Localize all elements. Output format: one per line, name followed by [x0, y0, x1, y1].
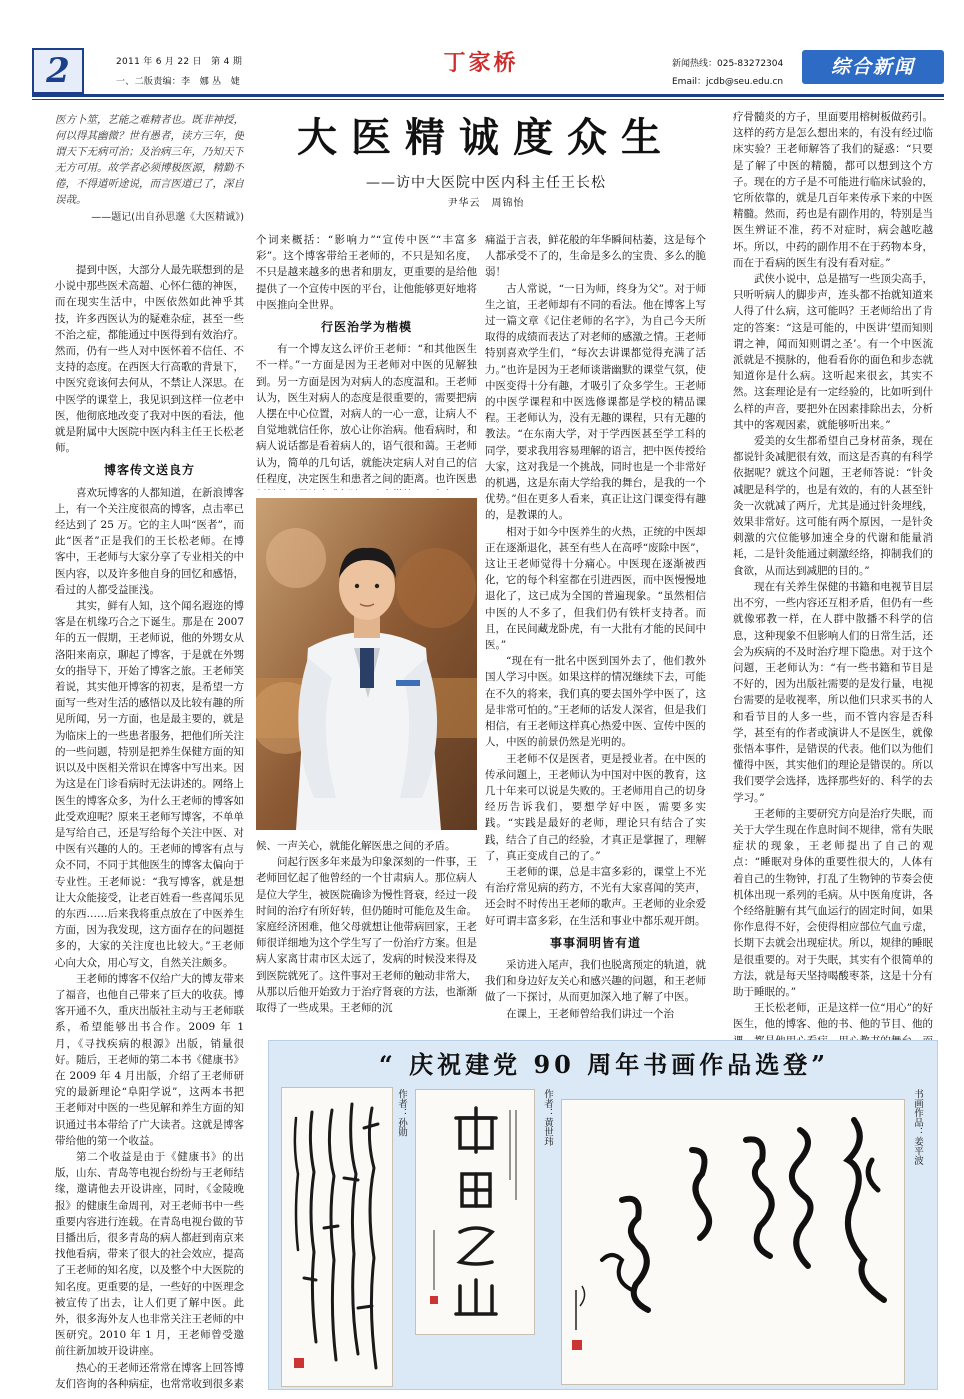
article-column-1	[55, 262, 244, 1390]
paragraph: 王老师的博客不仅给广大的博友带来了福音，也他自己带来了巨大的收获。博客开通不久，重庆出版社主动与王老师联系，希望能够出书合作。2009 年 1 月，《寻找疾病的根源》出版，销量很好。随后，王老师的第二本书《健康书》在 2009 年 4 月出版，介绍了王老师研究的最新理论“阜阳学说”，这两本书把王老师对中医的一些见解和养生方面的知识通过书本带给了广大读者。这就是博客带给他的第一个收益。	[55, 972, 244, 1147]
artist-credit-3: 书画作品：姜平波	[912, 1089, 923, 1165]
brush-script-image	[282, 1088, 394, 1388]
paragraph: 热心的王老师还常常在博客上回答博友们咨询的各种病症，也常常收到很多素	[55, 1361, 244, 1390]
masthead-rule	[32, 94, 944, 97]
contact-email[interactable]: Email：jcdb@seu.edu.cn	[672, 77, 784, 87]
article-column-3	[485, 232, 706, 1088]
paragraph: “现在有一批名中医到国外去了，他们教外国人学习中医。如果这样的情况继续下去，可能在不久的将来，我们真的要去国外学中医了，这是非常可怕的。”王老师的话发人深省，但是我们相信，有王老师这样真心热爱中医、宣传中医的人，中医的前景仍然是光明的。	[485, 655, 706, 749]
showcase-title: “ 庆祝建党 90 周年书画作品选登”	[378, 1050, 830, 1079]
epigraph-text: 医方卜筮，艺能之难精者也。既非神授，何以得其幽微？世有愚者，读方三年，便谓天下无病可治；及治病三年，乃知天下无方可用。故学者必须博极医源，精勤不倦，不得道听途说，而言医道已了，深自误哉。	[55, 114, 244, 206]
article-column-4	[733, 109, 933, 1045]
portrait-illustration	[256, 498, 477, 830]
paragraph: 在课上，王老师曾给我们讲过一个治	[506, 1007, 674, 1020]
paragraph: 现在有关养生保健的书籍和电视节目层出不穷，一些内容还互相矛盾，但仍有一些就像邪教一样，在人群中散播不科学的信息，这种现象不但影响人们的日常生活，还会为疾病的不及时治疗埋下隐患。对于这个问题，王老师认为：“有一些书籍和节目是不好的，因为出版社需要的是发行量，电视台需要的是收视率，所以他们只求买书的人和看节目的人多一些，而不管内容是否科学，甚至有的作者或演讲人不是医生，就像张悟本事件，是错误的代表。他们以为他们懂得中医，其实他们的理论是错误的。所以我们要学会选择，选择那些好的、科学的去学习。”	[733, 580, 933, 804]
issue-date: 2011 年 6 月 22 日 第 4 期	[116, 57, 243, 67]
cursive-script-image	[562, 1100, 906, 1386]
article-subheadline: ——访中大医院中医内科主任王长松	[366, 175, 606, 191]
paragraph: 王长松老师，正是这样一位“用心”的好医生，他的博客、他的书、他的节目、他的	[733, 1002, 933, 1031]
paragraph: 有一个博友这么评价王老师：“和其他医生不一样。”一方面是因为王老师对中医的见解独到。另一方面是因为对病人的态度温和。王老师认为，医生对病人的态度是很重要的，需要把病人摆在中心位置，对病人的一心一意，让病人不自觉地就信任你，放心让你治病。他看病时，和病人说话都是看着病人的，语气很和蔼。王老师认为，简单的几句话，就能决定病人对自己的信任程度，决定医生和患者之间的距离。也许医患	[256, 343, 477, 485]
seal-script-image	[416, 1090, 536, 1336]
news-hotline: 新闻热线：025-83272304	[672, 59, 784, 69]
page-number: 2	[32, 48, 84, 94]
paragraph: 武侠小说中，总是描写一些顶尖高手，只听听病人的脚步声，连头都不抬就知道来人得了什么病，这可能吗？王老师给出了肯定的答案：“这是可能的，中医讲‘望而知则谓之神，闻而知则谓之圣’。有一个中医流派就是不摸脉的，他看看你的面色和步态就知道你是什么病。这听起来很玄，其实不然。这套理论是有一定经验的，比如听到什么样的声音，要把外在因素排除出去，分析其中的客观因素，就能够听出来。”	[733, 273, 933, 431]
paragraph: 喜欢玩博客的人都知道，在新浪博客上，有一个关注度很高的博客，点击率已经达到了 25 万。它的主人叫“医者”，而此“医者”正是我们的王长松老师。在博客中，王老师与大家分享了专业相关的中医内容，以及许多他自身的回忆和感悟，看过的人都受益匪浅。	[55, 486, 244, 596]
section-banner: 综合新闻	[802, 50, 944, 84]
artist-credit-2: 作者：黄世玮	[542, 1089, 553, 1146]
paragraph: 第二个收益是由于《健康书》的出版，山东、青岛等电视台纷纷与王老师结缘，邀请他去开设讲座，同时，《金陵晚报》的健康生命周刊，对王老师书中一些重要内容进行连载。在青岛电视台做的节目播出后，很多青岛的病人都赶到南京来找他看病，带来了很大的社会效应，提高了王老师的知名度，以及整个中大医院的知名度。更重要的是，一些好的中医理念被宣传了出去，让人们更了解中医。此外，很多海外友人也非常关注王老师的中医研究。2010 年 1 月，王老师曾受邀前往新加坡开设讲座。	[55, 1150, 244, 1358]
artist-credit-1: 作者：孙勋	[396, 1089, 407, 1137]
paragraph: 古人常说，“一日为师，终身为父”。对于师生之谊，王老师却有不同的看法。他在博客上写过一篇文章《记住老师的名字》，为自己今天所取得的成绩而表达了对老师的感激之情。王老师特别喜欢学生们，“每次去讲课都觉得充满了活力。”也许是因为王老师谈谐幽默的课堂气氛，使中医变得十分有趣，才吸引了众多学生。王老师的中医学课程和中医选修课都是学校的精品课程。王老师认为，没有无趣的课程，只有无趣的教法。“在东南大学，对于学西医甚至学工科的同学，要求我用容易理解的语言，把中医传授给大家，这对我是一个挑战，同时也是一个非常好的机遇，这是东南大学给我的舞台，是我的一个优势。”但在更多人看来，真正让这门课变得有趣的，是教课的人。	[485, 282, 706, 522]
paragraph: 问起行医多年来最为印象深刻的一件事，王老师回忆起了他曾经的一个甘肃病人。那位病人是位大学生，被医院确诊为慢性肾衰，经过一段时间的治疗有所好转，但仍随时可能危及生命。家庭经济困难，他父母就想让他带病回家，王老师很详细地为这个学生写了一份治疗方案。但是病人家离甘肃市区太远了，发病的时候没来得及到医院就死了。这件事对王老师的触动非常大，从那以后他开始致力于治疗肾衰的方法，也渐渐取得了一些成果。王老师的沉	[256, 856, 477, 1015]
article-headline: 大医精诚度众生	[297, 114, 675, 161]
paragraph: 王老师的课，总是丰富多彩的，课堂上不光有治疗常见病的药方，不光有大家喜闻的笑声，还会时不时传出王老师的歌声。王老师的业余爱好可谓丰富多彩，在生活和事业中都乐观开朗。	[485, 865, 706, 927]
paragraph: 疗骨髓炎的方子，里面要用榕树板做药引。这样的药方是怎么想出来的，有没有经过临床实验？王老师解答了我们的疑惑：“只要是了解了中医的精髓，都可以想到这个方子。现在的方子是不可能进行临床试验的，它所依靠的，就是几百年来传承下来的中医精髓。然而，药也是有副作用的，特别是当医生辨证不准，药不对症时，病会越吃越坏。所以，中药的副作用不在于药物本身，而在于看病的医生有没有看对症。”	[733, 111, 933, 269]
paragraph: 痛溢于言表，鲜花般的年华瞬间枯萎，这是每个人都承受不了的，生命是多么的宝贵、多么的脆弱！	[485, 234, 706, 279]
paragraph: 相对于如今中医养生的火热，正统的中医却正在逐渐退化，甚至有些人在高呼“废除中医”，这让王老师觉得十分痛心。中医现在逐渐被西化，它的每个科室都在引进西医，而中医慢慢地退化了，这已成为全国的普遍现象。“虽然相信中医的人不多了，但我们仍有铁杆支持者。而且，在民间藏龙卧虎，有一大批有才能的民间中医。”	[485, 525, 706, 652]
masthead-rule-thin	[32, 99, 944, 100]
calligraphy-artwork-2	[415, 1089, 535, 1335]
article-byline: 尹华云 周锦怡	[447, 198, 525, 209]
paragraph: 候、一声关心，就能化解医患之间的矛盾。	[256, 840, 456, 852]
masthead	[32, 46, 944, 94]
calligraphy-showcase	[268, 1040, 938, 1390]
section-heading: 博客传文送良方	[103, 463, 195, 478]
paragraph: 王老师的主要研究方向是治疗失眠，而关于大学生现在作息时间不规律，常有失眠症状的现象，王老师提出了自己的观点：“睡眠对身体的重要性很大的，人体有着自己的生物钟，打乱了生物钟的节奏会使机体出现一系列的毛病。从中医角度讲，各个经络脏腑有其气血运行的固定时间，如果你作息得不好，会使得相应部位气血亏虚，长期下去就会出现症状。所以，规律的睡眠是很重要的。对于失眠，其实有个很简单的方法，就是每天坚持喝酸枣茶，这是十分有助于睡眠的。”	[733, 807, 933, 998]
article-column-2	[256, 232, 477, 490]
doctor-portrait-photo	[256, 498, 477, 830]
section-heading: 行医治学为楷模	[320, 320, 412, 335]
calligraphy-artwork-3	[561, 1099, 905, 1385]
section-heading: 事事洞明皆有道	[549, 935, 641, 950]
paragraph: 采访进入尾声，我们也脱离预定的轨道，就我们和身边好友关心和感兴趣的问题，和王老师做了一下探讨，从而更加深入地了解了中医。	[485, 958, 706, 1004]
paper-name: 丁家桥	[443, 50, 519, 76]
paragraph: 其实，鲜有人知，这个闻名遐迩的博客是在机缘巧合之下诞生。那是在 2007 年的五一假期，王老师说，他的外甥女从洛阳来南京，聊起了博客，于是就在外甥女的指导下，开始了博客之旅。王老师笑着说，其实他开博客的初衷，是希望一方面写一些对生活的感悟以及比较有趣的所见所闻，另一方面，也是最主要的，就是为临床上的一些患者服务，把他们所关注的一些问题，特别是把养生保健方面的知识以及中医相关常识在博客中写出来。因为这是在门诊看病时无法讲述的。网络上医生的博客众多，为什么王老师的博客如此受欢迎呢？原来王老师写博客，不单单是写给自己，还是写给每个关注中医、对中医有兴趣的人的。王老师的博客有点与众不同，不同于其他医生的博客太偏向于专业性。王老师说：“我写博客，就是想让大众能接受，让老百姓看一些喜闻乐见的东西……后来我将重点放在了中医养生方面，因为我发现，这方面存在的问题挺多的，大家的关注度也比较大。”王老师心向大众，用心写文，自然关注颇多。	[55, 600, 244, 969]
calligraphy-artwork-1	[281, 1087, 393, 1387]
paragraph: 个词来概括：“影响力”“宣传中医”“丰富多彩”。这个博客带给王老师的，不只是知名度，不只是越来越多的患者和朋友，更重要的是给他提供了一个宣传中医的平台，让他能够更好地将中医推向全世界。	[256, 234, 477, 311]
editors-line: 一、二版责编：李 娜 丛 婕	[116, 77, 241, 87]
paragraph: 提到中医，大部分人最先联想到的是小说中那些医术高超、心怀仁德的神医，而在现实生活中，中医依然如此神乎其技，许多西医认为的疑难杂症，甚至一些不治之症，都能通过中医得到有效治疗。然而，仍有一些人对中医怀着不信任、不支持的态度。在西医大行高歌的背景下，中医究竟该何去何从，不禁让人深思。在中医学的课堂上，我见识到这样一位老中医，他彻底地改变了我对中医的看法，他就是附属中大医院中医内科主任王长松老师。	[55, 264, 244, 455]
paragraph: 王老师不仅是医者，更是授业者。在中医的传承问题上，王老师认为中国对中医的教育，这几十年来可以说是失败的。王老师用自己的切身经历告诉我们，要想学好中医，需要多实践。“实践是最好的老师，理论只有结合了实践，结合了自己的经验，才真正是掌握了，理解了，真正变成自己的了。”	[485, 752, 706, 862]
epigraph	[55, 112, 244, 222]
paragraph: 爱美的女生都希望自己身材苗条，现在都说针灸减肥很有效，而这是否真的有科学依据呢？就这个问题，王老师答说：“针灸减肥是科学的，也是有效的，有的人甚至针灸一次就减了两斤，尤其是通过针灸埋线，效果非常好。这可能有两个原因，一是针灸刺激的穴位能够加速全身的代谢和能量消耗，二是针灸能通过刺激经络，抑制我们的食欲，从而达到减肥的目的。”	[733, 435, 933, 577]
epigraph-source: ——题记(出自孙思邈《大医精诚》)	[91, 212, 244, 222]
